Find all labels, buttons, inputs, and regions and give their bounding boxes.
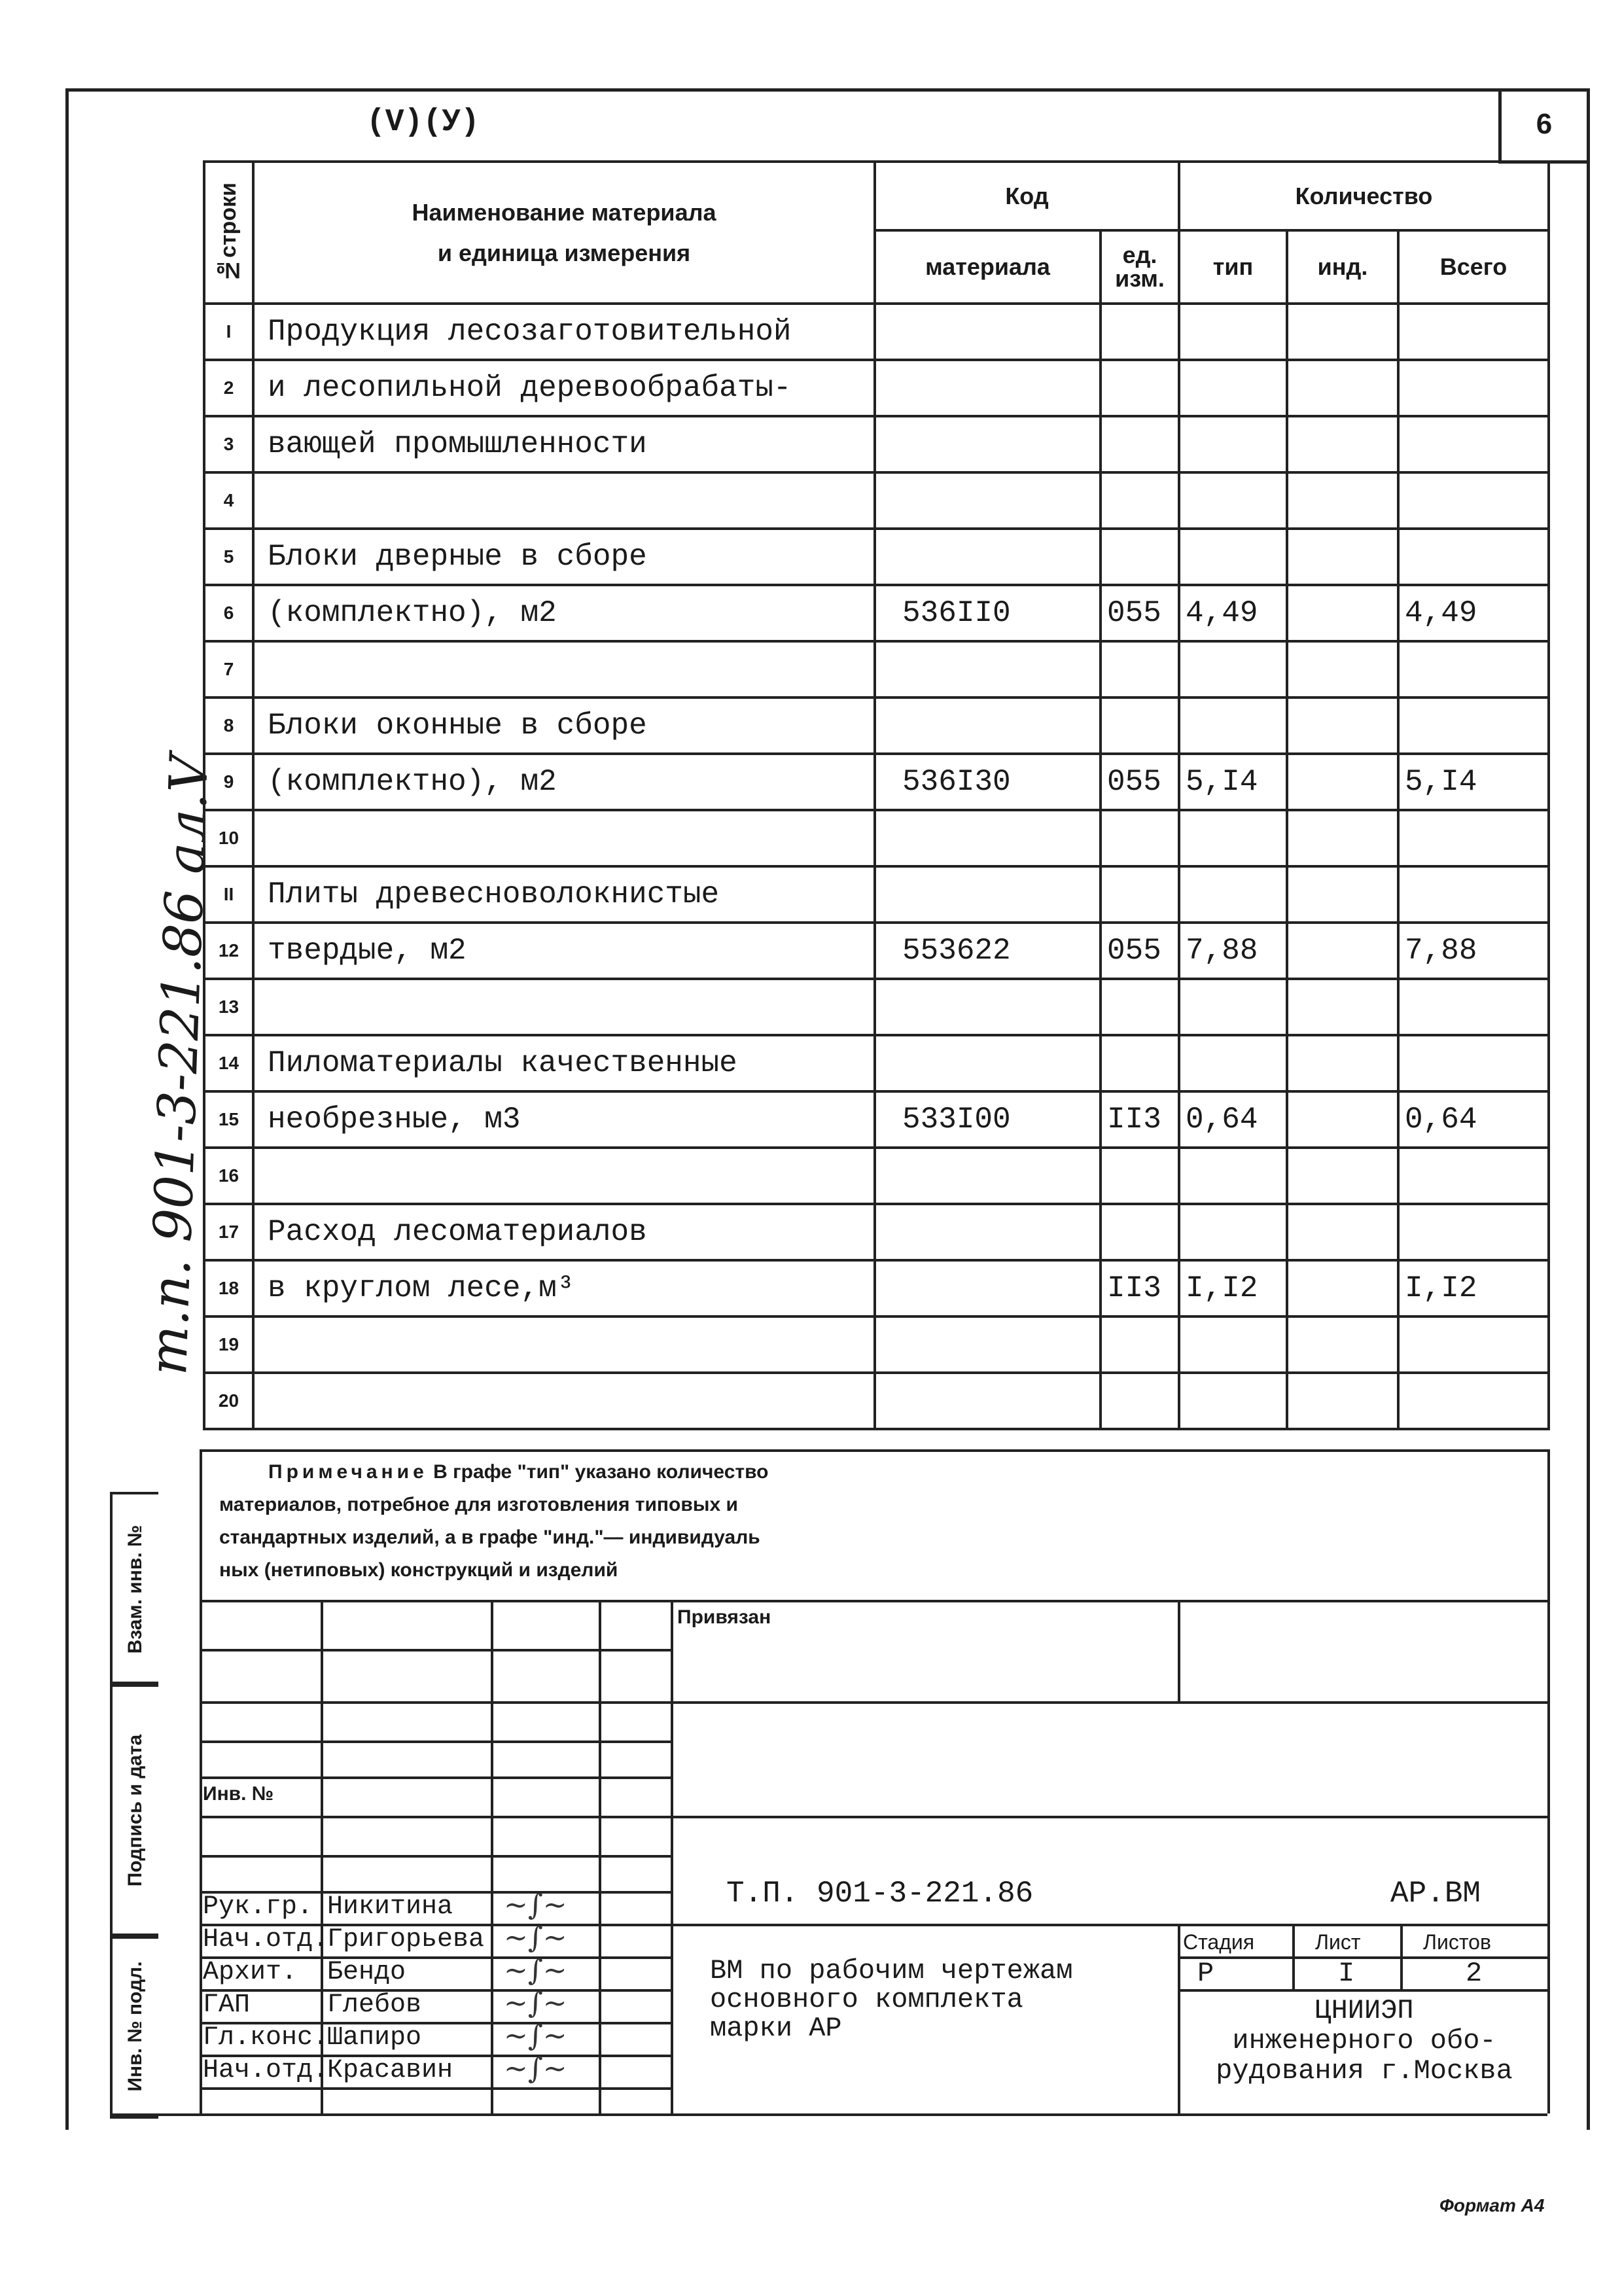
- stage-label: Стадия: [1183, 1930, 1255, 1954]
- table-row: [204, 585, 1549, 641]
- table-row: [204, 923, 1549, 979]
- table-row: [204, 1260, 1549, 1316]
- qty-type: 5,I4: [1179, 754, 1287, 810]
- material-name: Блоки оконные в сборе: [253, 698, 875, 754]
- material-name: [253, 979, 875, 1035]
- table-row: [204, 1148, 1549, 1204]
- row-number: 12: [204, 923, 253, 979]
- row-number: 2: [204, 360, 253, 416]
- format-label: Формат А4: [1439, 2195, 1545, 2216]
- qty-total: I,I2: [1398, 1260, 1549, 1316]
- material-code: [875, 1148, 1101, 1204]
- qty-ind: [1287, 923, 1398, 979]
- qty-ind: [1287, 1316, 1398, 1373]
- qty-ind: [1287, 1373, 1398, 1429]
- unit-code: 055: [1101, 585, 1179, 641]
- row-number: 5: [204, 529, 253, 585]
- col-code-material: материала: [875, 230, 1101, 304]
- staff-role: Рук.гр.: [203, 1892, 313, 1922]
- material-code: [875, 641, 1101, 698]
- note-text-1: В графе "тип" указано количество: [427, 1461, 769, 1483]
- col-code-header: Код: [875, 162, 1179, 230]
- doc-code: Т.П. 901-3-221.86: [726, 1877, 1034, 1911]
- unit-code: 055: [1101, 923, 1179, 979]
- material-code: [875, 1316, 1101, 1373]
- table-row: [204, 1091, 1549, 1148]
- material-name: (комплектно), м2: [253, 754, 875, 810]
- sheet-number: 6: [1498, 88, 1587, 164]
- sheet-value: I: [1338, 1958, 1355, 1989]
- material-name: в круглом лесе,м³: [253, 1260, 875, 1316]
- qty-total: [1398, 360, 1549, 416]
- unit-code: [1101, 641, 1179, 698]
- qty-total: [1398, 1148, 1549, 1204]
- row-number: 10: [204, 810, 253, 866]
- unit-code: [1101, 416, 1179, 472]
- material-name: [253, 1316, 875, 1373]
- qty-total: [1398, 304, 1549, 360]
- material-name: [253, 1373, 875, 1429]
- qty-total: 0,64: [1398, 1091, 1549, 1148]
- signature-icon: ~∫~: [504, 1987, 567, 2020]
- qty-total: [1398, 1373, 1549, 1429]
- row-number: 6: [204, 585, 253, 641]
- stage-value: Р: [1197, 1958, 1214, 1989]
- header-mark: (V)(У): [366, 105, 480, 140]
- qty-total: [1398, 979, 1549, 1035]
- qty-ind: [1287, 304, 1398, 360]
- staff-role: Гл.конс.: [203, 2023, 329, 2053]
- material-code: [875, 979, 1101, 1035]
- material-code: 536II0: [875, 585, 1101, 641]
- qty-type: [1179, 1204, 1287, 1260]
- material-name: Блоки дверные в сборе: [253, 529, 875, 585]
- qty-ind: [1287, 1260, 1398, 1316]
- staff-name: Григорьева: [327, 1925, 485, 1954]
- qty-total: [1398, 866, 1549, 923]
- row-number: I: [204, 304, 253, 360]
- unit-code: [1101, 866, 1179, 923]
- row-number: 8: [204, 698, 253, 754]
- material-code: 536I30: [875, 754, 1101, 810]
- table-row: [204, 1035, 1549, 1091]
- staff-name: Никитина: [327, 1892, 453, 1922]
- note-text-4: ных (нетиповых) конструкций и изделий: [219, 1559, 618, 1581]
- material-name: (комплектно), м2: [253, 585, 875, 641]
- table-row: [204, 529, 1549, 585]
- qty-total: 5,I4: [1398, 754, 1549, 810]
- col-code-unit: ед. изм.: [1101, 230, 1179, 304]
- material-code: [875, 1204, 1101, 1260]
- col-name-header: Наименование материала и единица измерения: [253, 162, 875, 304]
- note-text-3: стандартных изделий, а в графе "инд."— индивидуаль: [219, 1527, 760, 1548]
- note-label: Примечание: [268, 1461, 428, 1483]
- qty-ind: [1287, 866, 1398, 923]
- qty-total: 7,88: [1398, 923, 1549, 979]
- row-number: 7: [204, 641, 253, 698]
- table-row: [204, 1204, 1549, 1260]
- unit-code: II3: [1101, 1091, 1179, 1148]
- table-row: [204, 304, 1549, 360]
- qty-type: [1179, 1316, 1287, 1373]
- material-name: [253, 472, 875, 529]
- col-qty-type: тип: [1179, 230, 1287, 304]
- handwritten-side-note: т.п. 901-3-221.86 ал.V: [137, 754, 220, 1377]
- staff-name: Глебов: [327, 1990, 422, 2020]
- table-row: [204, 472, 1549, 529]
- material-code: [875, 304, 1101, 360]
- qty-type: 4,49: [1179, 585, 1287, 641]
- qty-total: [1398, 1204, 1549, 1260]
- sheet-label: Лист: [1315, 1930, 1361, 1954]
- qty-total: [1398, 529, 1549, 585]
- material-code: [875, 416, 1101, 472]
- material-name: Плиты древесноволокнистые: [253, 866, 875, 923]
- privyazan-label: Привязан: [677, 1606, 771, 1628]
- doc-description: ВМ по рабочим чертежам основного комплекта марки АР: [710, 1955, 1073, 2044]
- qty-ind: [1287, 1035, 1398, 1091]
- qty-type: [1179, 416, 1287, 472]
- qty-type: 7,88: [1179, 923, 1287, 979]
- unit-code: [1101, 1035, 1179, 1091]
- qty-total: [1398, 1316, 1549, 1373]
- qty-type: [1179, 472, 1287, 529]
- qty-total: [1398, 698, 1549, 754]
- material-code: [875, 810, 1101, 866]
- staff-role: Архит.: [203, 1958, 298, 1987]
- material-code: 533I00: [875, 1091, 1101, 1148]
- col-qty-total: Всего: [1398, 230, 1549, 304]
- row-number: 18: [204, 1260, 253, 1316]
- qty-ind: [1287, 472, 1398, 529]
- qty-type: [1179, 866, 1287, 923]
- material-name: вающей промышленности: [253, 416, 875, 472]
- table-row: [204, 866, 1549, 923]
- row-number: II: [204, 866, 253, 923]
- materials-table: [203, 160, 1550, 1430]
- table-row: [204, 979, 1549, 1035]
- qty-type: [1179, 529, 1287, 585]
- signature-icon: ~∫~: [504, 2052, 567, 2085]
- row-number: 13: [204, 979, 253, 1035]
- qty-total: [1398, 472, 1549, 529]
- material-name: [253, 641, 875, 698]
- material-name: Расход лесоматериалов: [253, 1204, 875, 1260]
- inv-no-label: Инв. №: [203, 1783, 274, 1805]
- material-name: необрезные, м3: [253, 1091, 875, 1148]
- signature-icon: ~∫~: [504, 1954, 567, 1987]
- unit-code: [1101, 1316, 1179, 1373]
- unit-code: [1101, 529, 1179, 585]
- qty-ind: [1287, 1091, 1398, 1148]
- row-number: 15: [204, 1091, 253, 1148]
- qty-type: [1179, 360, 1287, 416]
- staff-name: Красавин: [327, 2056, 453, 2085]
- col-qty-ind: инд.: [1287, 230, 1398, 304]
- row-number: 20: [204, 1373, 253, 1429]
- qty-total: [1398, 1035, 1549, 1091]
- row-number: 3: [204, 416, 253, 472]
- signature-icon: ~∫~: [504, 2019, 567, 2053]
- table-row: [204, 416, 1549, 472]
- table-row: [204, 754, 1549, 810]
- sheets-value: 2: [1466, 1958, 1483, 1989]
- qty-type: [1179, 698, 1287, 754]
- material-name: Продукция лесозаготовительной: [253, 304, 875, 360]
- qty-type: [1179, 979, 1287, 1035]
- material-name: твердые, м2: [253, 923, 875, 979]
- qty-ind: [1287, 810, 1398, 866]
- qty-total: [1398, 641, 1549, 698]
- material-code: [875, 360, 1101, 416]
- note-text-2: материалов, потребное для изготовления типовых и: [219, 1494, 738, 1515]
- qty-ind: [1287, 416, 1398, 472]
- staff-role: ГАП: [203, 1990, 251, 2020]
- qty-ind: [1287, 360, 1398, 416]
- strip-inv-podl: Инв. № подл.: [110, 1934, 158, 2119]
- staff-name: Бендо: [327, 1958, 406, 1987]
- staff-name: Шапиро: [327, 2023, 422, 2053]
- unit-code: [1101, 1373, 1179, 1429]
- material-name: Пиломатериалы качественные: [253, 1035, 875, 1091]
- strip-podpis-data: Подпись и дата: [110, 1682, 158, 1939]
- table-row: [204, 698, 1549, 754]
- row-number: 19: [204, 1316, 253, 1373]
- row-number: 14: [204, 1035, 253, 1091]
- qty-ind: [1287, 979, 1398, 1035]
- table-row: [204, 360, 1549, 416]
- qty-ind: [1287, 698, 1398, 754]
- sheets-label: Листов: [1423, 1930, 1491, 1954]
- qty-total: [1398, 810, 1549, 866]
- qty-ind: [1287, 529, 1398, 585]
- col-quantity-header: Количество: [1179, 162, 1549, 230]
- qty-type: I,I2: [1179, 1260, 1287, 1316]
- row-number: 4: [204, 472, 253, 529]
- qty-type: [1179, 1148, 1287, 1204]
- table-row: [204, 1316, 1549, 1373]
- strip-vzam-inv: Взам. инв. №: [110, 1492, 158, 1687]
- staff-role: Нач.отд.: [203, 1925, 329, 1954]
- material-name: и лесопильной деревообрабаты-: [253, 360, 875, 416]
- unit-code: [1101, 472, 1179, 529]
- qty-total: [1398, 416, 1549, 472]
- qty-type: [1179, 810, 1287, 866]
- table-row: [204, 641, 1549, 698]
- organization: ЦНИИЭП инженерного обо- рудования г.Москва: [1216, 1995, 1513, 2087]
- table-row: [204, 810, 1549, 866]
- qty-type: [1179, 1035, 1287, 1091]
- unit-code: [1101, 1148, 1179, 1204]
- row-number: 17: [204, 1204, 253, 1260]
- note: [219, 1456, 1201, 1587]
- unit-code: [1101, 304, 1179, 360]
- qty-type: [1179, 1373, 1287, 1429]
- unit-code: [1101, 1204, 1179, 1260]
- signature-icon: ~∫~: [504, 1921, 567, 1954]
- qty-ind: [1287, 641, 1398, 698]
- qty-ind: [1287, 754, 1398, 810]
- qty-ind: [1287, 1204, 1398, 1260]
- signature-icon: ~∫~: [504, 1888, 567, 1922]
- material-code: [875, 698, 1101, 754]
- qty-ind: [1287, 585, 1398, 641]
- qty-type: [1179, 304, 1287, 360]
- qty-type: 0,64: [1179, 1091, 1287, 1148]
- material-code: [875, 472, 1101, 529]
- unit-code: [1101, 810, 1179, 866]
- material-code: 553622: [875, 923, 1101, 979]
- unit-code: 055: [1101, 754, 1179, 810]
- material-name: [253, 1148, 875, 1204]
- doc-mark: АР.ВМ: [1390, 1877, 1481, 1911]
- unit-code: II3: [1101, 1260, 1179, 1316]
- row-number: 9: [204, 754, 253, 810]
- table-row: [204, 1373, 1549, 1429]
- staff-role: Нач.отд.: [203, 2056, 329, 2085]
- unit-code: [1101, 360, 1179, 416]
- col-row-no-header: №строки: [204, 162, 253, 304]
- unit-code: [1101, 698, 1179, 754]
- qty-type: [1179, 641, 1287, 698]
- row-number: 16: [204, 1148, 253, 1204]
- material-name: [253, 810, 875, 866]
- material-code: [875, 529, 1101, 585]
- material-code: [875, 1035, 1101, 1091]
- material-code: [875, 866, 1101, 923]
- material-code: [875, 1260, 1101, 1316]
- qty-total: 4,49: [1398, 585, 1549, 641]
- unit-code: [1101, 979, 1179, 1035]
- qty-ind: [1287, 1148, 1398, 1204]
- material-code: [875, 1373, 1101, 1429]
